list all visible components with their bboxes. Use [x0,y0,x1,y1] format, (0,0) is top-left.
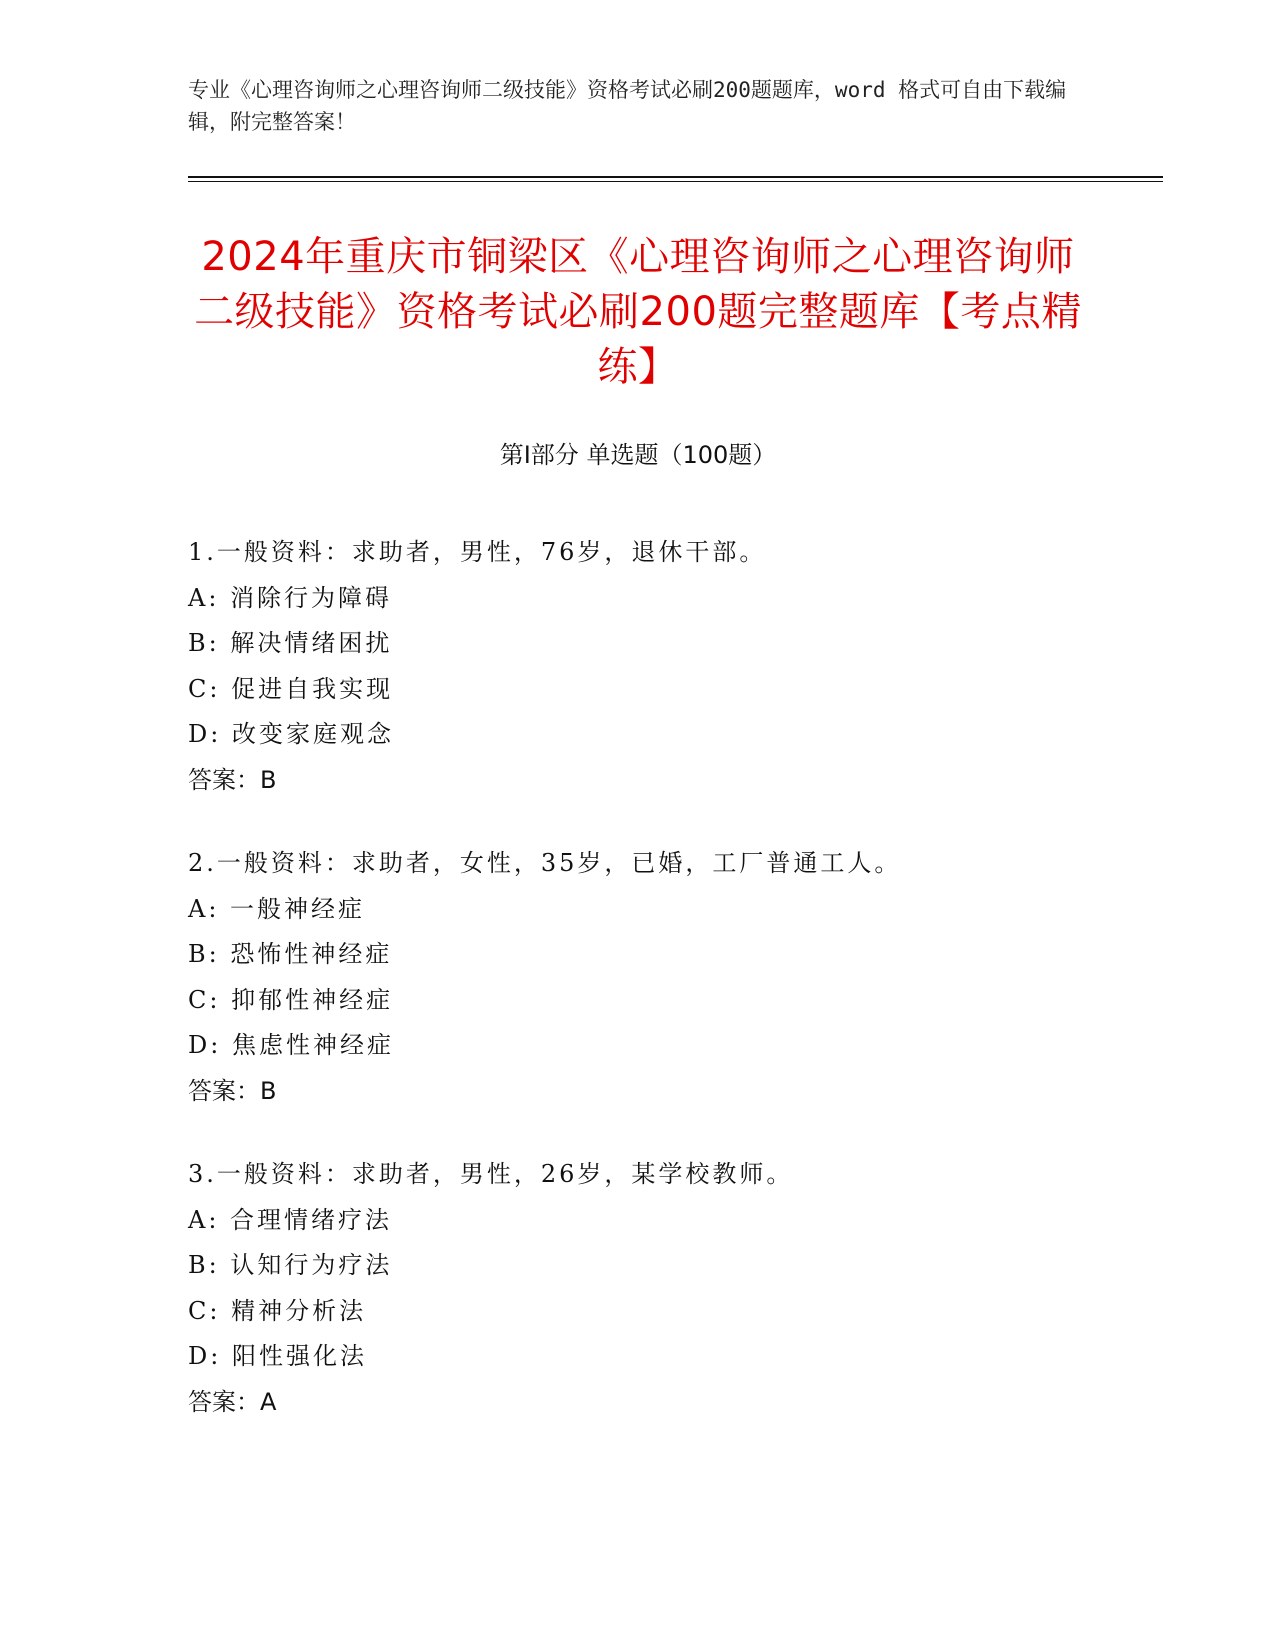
question-1 [188,530,1148,803]
question-stem: 3.一般资料：求助者，男性，26岁，某学校教师。 [188,1160,794,1188]
option-d: D: 焦虑性神经症 [188,1031,394,1059]
option-d: D: 阳性强化法 [188,1342,367,1370]
option-c: C: 精神分析法 [188,1296,367,1325]
option-c: C: 抑郁性神经症 [188,985,394,1014]
question-list [188,530,1148,1463]
option-a: A: 消除行为障碍 [188,583,393,612]
question-stem: 1.一般资料：求助者，男性，76岁，退休干部。 [188,538,767,566]
document-title: 2024年重庆市铜梁区《心理咨询师之心理咨询师二级技能》资格考试必刷200题完整题库【考点精练】 [194,234,1082,390]
answer: 答案：B [188,1076,277,1105]
header-rule-thin [188,181,1163,182]
option-a: A: 合理情绪疗法 [188,1205,393,1234]
option-d: D: 改变家庭观念 [188,720,394,748]
option-b: B: 认知行为疗法 [188,1251,393,1279]
question-3 [188,1152,1148,1425]
question-2 [188,841,1148,1114]
answer: 答案：A [188,1387,277,1416]
option-a: A: 一般神经症 [188,894,366,923]
question-stem: 2.一般资料：求助者，女性，35岁，已婚，工厂普通工人。 [188,849,902,877]
option-b: B: 解决情绪困扰 [188,629,393,657]
header-rule-thick [188,176,1163,178]
option-b: B: 恐怖性神经症 [188,940,393,968]
header-note: 专业《心理咨询师之心理咨询师二级技能》资格考试必刷200题题库，word 格式可自由下载编辑，附完整答案！ [188,78,1067,134]
option-c: C: 促进自我实现 [188,674,394,703]
answer: 答案：B [188,765,277,794]
section-heading: 第I部分 单选题（100题） [499,441,777,469]
